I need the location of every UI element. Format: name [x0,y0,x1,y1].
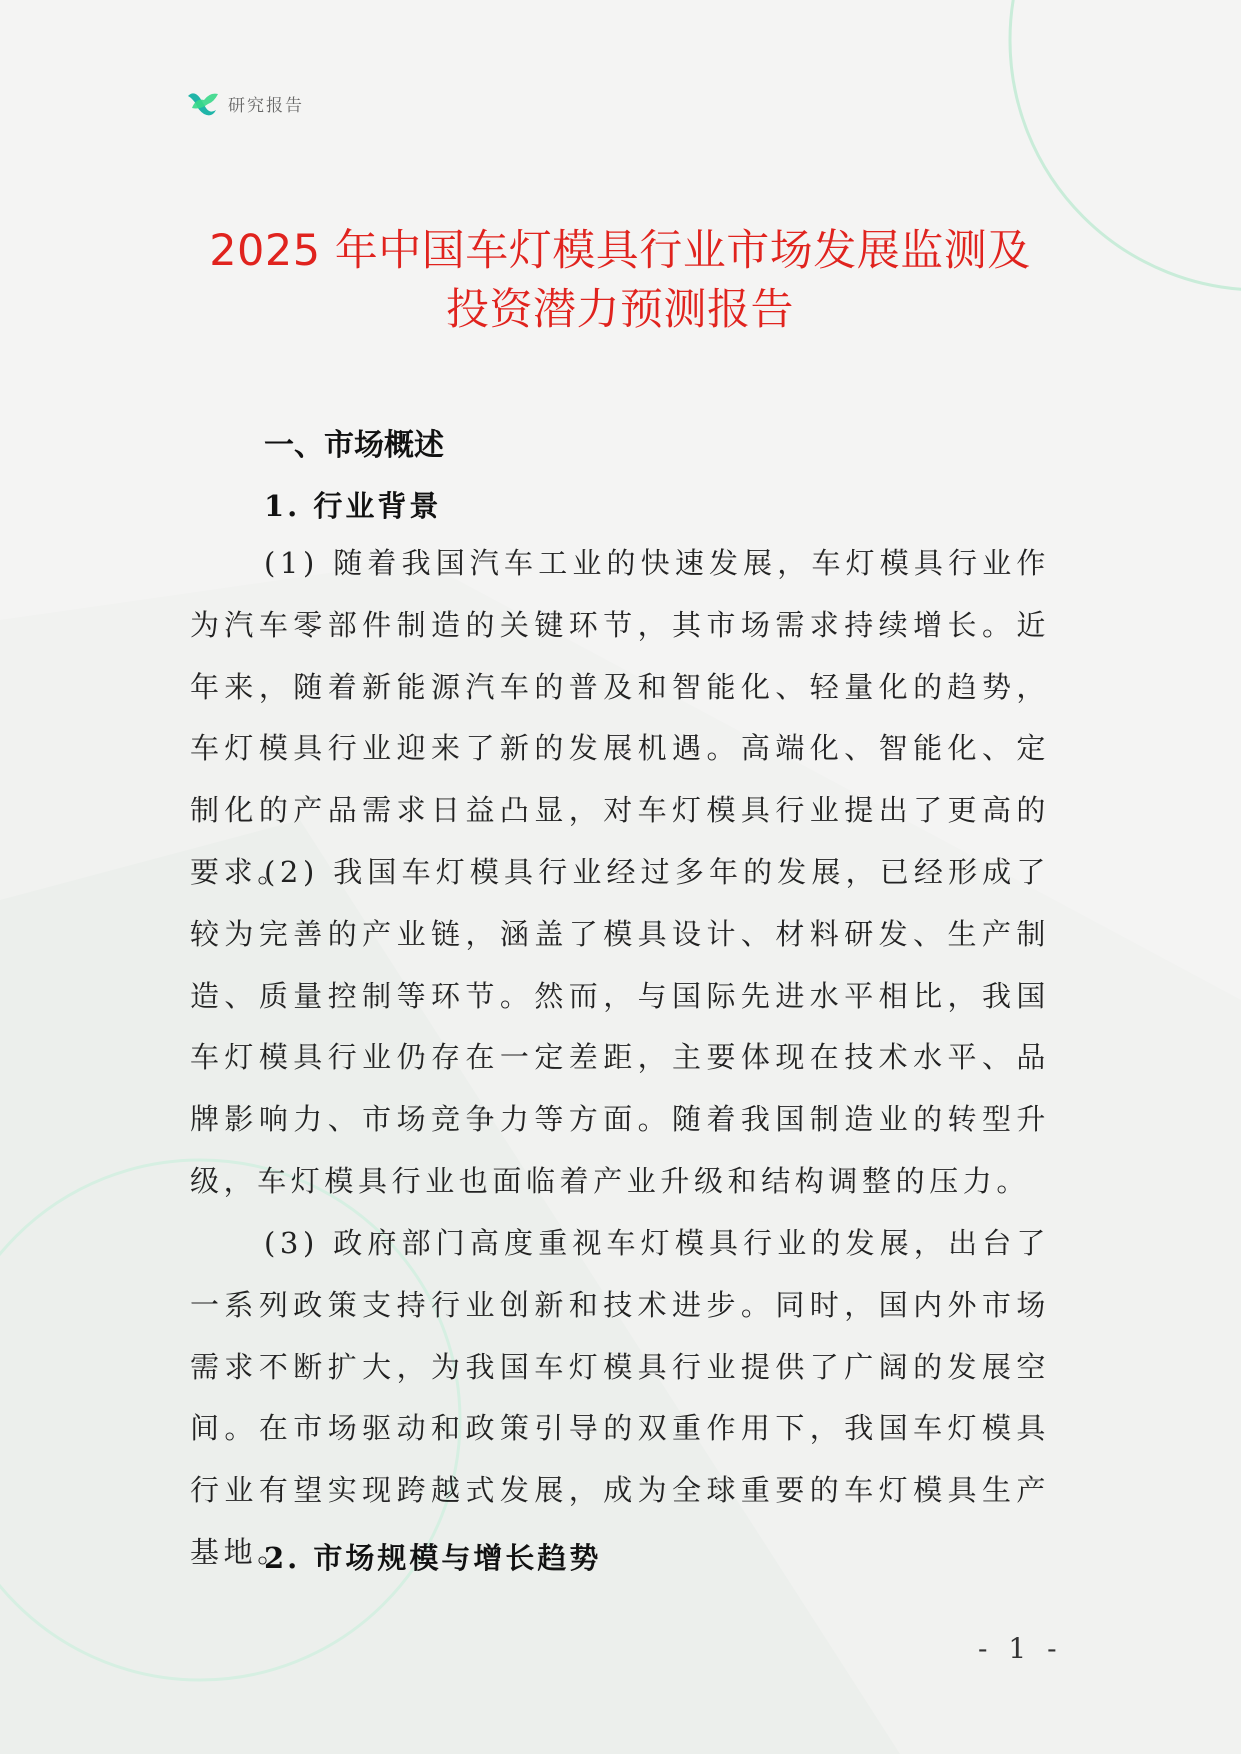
section-heading: 一、市场概述 [264,428,444,463]
title-line-2: 投资潜力预测报告 [446,285,794,335]
subsection-heading-1: 1. 行业背景 [264,489,442,523]
brand-logo-icon [186,88,220,118]
paragraph-1: (1) 随着我国汽车工业的快速发展，车灯模具行业作为汽车零部件制造的关键环节，其市场需求持续增长。近年来，随着新能源汽车的普及和智能化、轻量化的趋势，车灯模具行业迎来了新的发展机遇。高端化、智能化、定制化的产品需求日益凸显，对车灯模具行业提出了更高的要求。 [190,546,1050,889]
title-line-1: 2025 年中国车灯模具行业市场发展监测及 [209,226,1031,276]
paragraph-2: (2) 我国车灯模具行业经过多年的发展，已经形成了较为完善的产业链，涵盖了模具设计、材料研发、生产制造、质量控制等环节。然而，与国际先进水平相比，我国车灯模具行业仍存在一定差距，主要体现在技术水平、品牌影响力、市场竞争力等方面。随着我国制造业的转型升级，车灯模具行业也面临着产业升级和结构调整的压力。 [190,855,1050,1198]
paragraph-3: (3) 政府部门高度重视车灯模具行业的发展，出台了一系列政策支持行业创新和技术进步。同时，国内外市场需求不断扩大，为我国车灯模具行业提供了广阔的发展空间。在市场驱动和政策引导的双重作用下，我国车灯模具行业有望实现跨越式发展，成为全球重要的车灯模具生产基地。 [190,1226,1050,1569]
subsection-heading-2: 2. 市场规模与增长趋势 [264,1541,602,1575]
page-number: - 1 - [978,1632,1063,1665]
report-header [186,88,304,118]
header-label: 研究报告 [228,95,304,116]
report-title [150,222,1090,340]
